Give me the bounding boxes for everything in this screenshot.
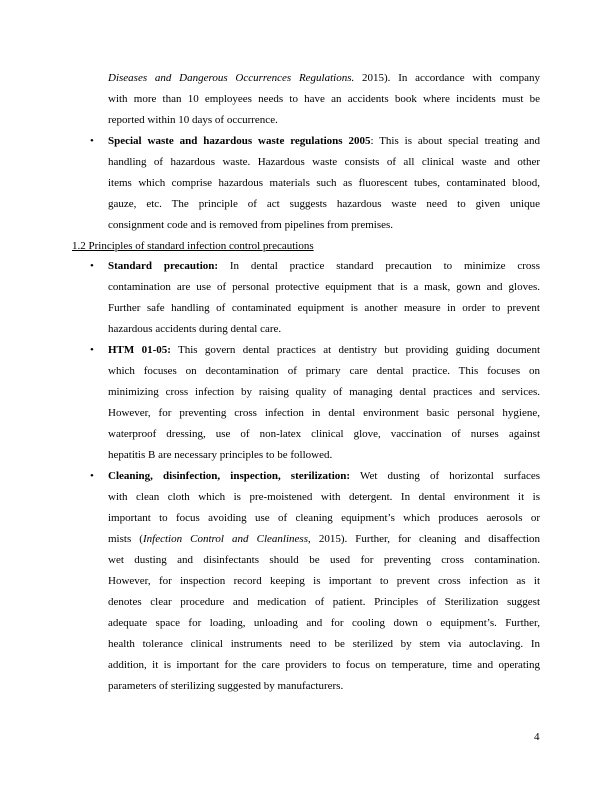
text-line: HTM 01-05: This govern dental practices at dentistry but providing guiding document bbox=[108, 344, 540, 356]
text-line: consignment code and is removed from pipelines from premises. bbox=[108, 219, 394, 231]
text-line: parameters of sterilizing suggested by manufacturers. bbox=[108, 680, 344, 692]
text-line: wet dusting and disinfectants should be used for preventing cross contamination. bbox=[108, 554, 540, 566]
text-line: handling of hazardous waste. Hazardous waste consists of all clinical waste and other bbox=[108, 156, 540, 168]
page-number: 4 bbox=[534, 731, 540, 743]
section-heading: 1.2 Principles of standard infection control precautions bbox=[72, 240, 314, 252]
bullet-glyph: • bbox=[90, 344, 94, 356]
bullet-glyph: • bbox=[90, 135, 94, 147]
text-line: reported within 10 days of occurrence. bbox=[108, 114, 278, 126]
text-line: mists (Infection Control and Cleanliness, 2015). Further, for cleaning and disaffection bbox=[108, 533, 541, 545]
text-line: gauze, etc. The principle of act suggests hazardous waste need to given unique bbox=[108, 198, 540, 210]
bullet-cleaning-sterilization bbox=[108, 466, 540, 697]
bullet-htm-01-05 bbox=[108, 340, 540, 466]
continuation-paragraph bbox=[108, 68, 540, 131]
text-line: hazardous accidents during dental care. bbox=[108, 323, 282, 335]
bullet-standard-precaution bbox=[108, 256, 540, 340]
text-line: with clean cloth which is pre-moistened with detergent. In dental environment it is bbox=[108, 491, 540, 503]
bullet-special-waste bbox=[108, 131, 540, 236]
text-line: hepatitis B are necessary principles to be followed. bbox=[108, 449, 333, 461]
text-line: health tolerance clinical instruments need to be sterilized by stem via autoclaving. In bbox=[108, 638, 540, 650]
text-line: adequate space for loading, unloading and for cooling down o equipment’s. Further, bbox=[108, 617, 540, 629]
text-line: Cleaning, disinfection, inspection, sterilization: Wet dusting of horizontal surfaces bbox=[108, 470, 540, 482]
text-line: with more than 10 employees needs to have an accidents book where incidents must be bbox=[108, 93, 540, 105]
text-line: contamination are use of personal protective equipment that is a mask, gown and gloves. bbox=[108, 281, 540, 293]
text-line: Special waste and hazardous waste regulations 2005: This is about special treating and bbox=[108, 135, 540, 147]
text-line: minimizing cross infection by raising quality of managing dental practices and services. bbox=[108, 386, 540, 398]
text-line: addition, it is important for the care providers to focus on temperature, time and operating bbox=[108, 659, 540, 671]
text-line: Standard precaution: In dental practice standard precaution to minimize cross bbox=[108, 260, 540, 272]
text-line: which focuses on decontamination of primary care dental practice. This focuses on bbox=[108, 365, 540, 377]
text-line: denotes clear procedure and medication of patient. Principles of Sterilization suggest bbox=[108, 596, 540, 608]
text-line: items which comprise hazardous materials such as fluorescent tubes, contaminated blood, bbox=[108, 177, 540, 189]
bullet-glyph: • bbox=[90, 260, 94, 272]
text-line: Diseases and Dangerous Occurrences Regulations. 2015). In accordance with company bbox=[108, 72, 540, 84]
text-line: Further safe handling of contaminated equipment is another measure in order to prevent bbox=[108, 302, 540, 314]
text-line: important to focus avoiding use of cleaning equipment’s which produces aerosols or bbox=[108, 512, 540, 524]
text-line: However, for preventing cross infection in dental environment basic personal hygiene, bbox=[108, 407, 540, 419]
text-line: However, for inspection record keeping is important to prevent cross infection as it bbox=[108, 575, 540, 587]
bullet-glyph: • bbox=[90, 470, 94, 482]
text-line: waterproof dressing, use of non-latex clinical glove, vaccination of nurses against bbox=[108, 428, 540, 440]
